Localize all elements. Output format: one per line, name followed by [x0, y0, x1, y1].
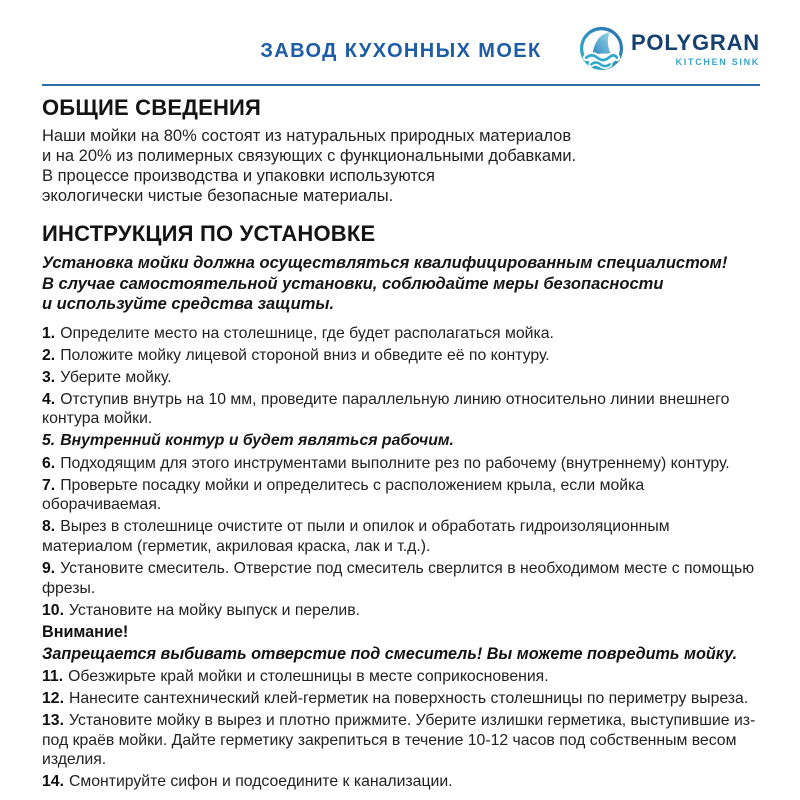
- step-number: 13.: [42, 712, 64, 730]
- instructions-heading: ИНСТРУКЦИЯ ПО УСТАНОВКЕ: [42, 221, 376, 246]
- instruction-step: [42, 772, 760, 792]
- header-divider: [42, 84, 760, 86]
- step-number: 4.: [42, 390, 56, 408]
- instruction-step: [42, 346, 760, 366]
- header: [42, 24, 760, 78]
- step-text: Отступив внутрь на 10 мм, проведите параллельную линию относительно линии внешнего контура мойки.: [42, 390, 730, 428]
- instruction-step: [42, 559, 760, 598]
- sail-wave-icon: [578, 26, 625, 73]
- polygran-logo: [578, 26, 760, 73]
- safety-notice-line: В случае самостоятельной установки, соблюдайте меры безопасности: [42, 274, 664, 293]
- section-instructions: [42, 221, 760, 792]
- brand-name: POLYGRAN: [630, 30, 760, 55]
- step-text: Уберите мойку.: [60, 368, 172, 386]
- step-number: 7.: [42, 476, 56, 494]
- instruction-step: [42, 454, 760, 474]
- steps-list: [42, 324, 760, 793]
- step-text: Установите смеситель. Отверстие под смеситель сверлится в необходимом месте с помощью фрезы.: [42, 560, 755, 597]
- general-text-line: экологически чистые безопасные материалы.: [42, 187, 394, 205]
- step-number: 8.: [42, 518, 56, 536]
- warning-note: Запрещается выбивать отверстие под смеситель! Вы можете повредить мойку.: [42, 644, 738, 663]
- step-text: Подходящим для этого инструментами выполните рез по рабочему (внутреннему) контуру.: [60, 454, 730, 472]
- instruction-step: [42, 476, 760, 515]
- step-number: 12.: [42, 690, 64, 708]
- instruction-step: [42, 431, 760, 451]
- instruction-step: [42, 601, 760, 621]
- instruction-step: [42, 368, 760, 388]
- step-text: Определите место на столешнице, где будет располагаться мойка.: [60, 324, 554, 342]
- safety-notice-line: Установка мойки должна осуществляться квалифицированным специалистом!: [42, 254, 728, 272]
- general-text-line: и на 20% из полимерных связующих с функциональными добавками.: [42, 147, 577, 165]
- instruction-step: [42, 390, 760, 429]
- brand-tagline: KITCHEN SINK: [675, 57, 760, 67]
- step-text: Вырез в столешнице очистите от пыли и опилок и обработать гидроизоляционным материалом (герметик, акриловая краска, лак и т.д.).: [42, 518, 670, 555]
- step-number: 10.: [42, 601, 64, 619]
- attention-label: Внимание!: [42, 622, 129, 641]
- step-text: Обезжирьте край мойки и столешницы в месте соприкосновения.: [68, 668, 549, 685]
- safety-notice-line: и используйте средства защиты.: [42, 295, 335, 313]
- step-text: Установите на мойку выпуск и перелив.: [68, 601, 361, 619]
- instruction-step: [42, 667, 760, 687]
- step-number: 9.: [42, 560, 56, 578]
- step-number: 14.: [42, 773, 64, 791]
- step-text: Нанесите сантехнический клей-герметик на поверхность столешницы по периметру выреза.: [68, 690, 749, 708]
- step-text: Проверьте посадку мойки и определитесь с расположением крыла, если мойка оборачиваемая.: [42, 476, 645, 514]
- instruction-step: [42, 517, 760, 556]
- step-text: Положите мойку лицевой стороной вниз и обведите её по контуру.: [60, 346, 550, 364]
- general-text-line: Наши мойки на 80% состоят из натуральных природных материалов: [42, 127, 572, 145]
- step-number: 5.: [42, 432, 56, 450]
- step-text: Смонтируйте сифон и подсоедините к канализации.: [68, 773, 453, 791]
- step-number: 2.: [42, 346, 56, 364]
- general-text-line: В процессе производства и упаковки используются: [42, 167, 435, 185]
- step-number: 3.: [42, 368, 56, 386]
- logo-text: [631, 32, 760, 67]
- general-heading: ОБЩИЕ СВЕДЕНИЯ: [42, 95, 262, 120]
- section-general: [42, 95, 760, 206]
- step-number: 1.: [42, 324, 56, 342]
- step-text: Установите мойку в вырез и плотно прижмите. Уберите излишки герметика, выступившие из-под краёв мойки. Дайте герметику закрепиться в течение 10-12 часов под собственным весом изделия.: [42, 712, 756, 769]
- header-title: ЗАВОД КУХОННЫХ МОЕК: [260, 40, 542, 62]
- step-number: 11.: [42, 668, 64, 685]
- step-text: Внутренний контур и будет являться рабочим.: [60, 432, 454, 450]
- instruction-step: [42, 689, 760, 709]
- step-number: 6.: [42, 454, 56, 472]
- instruction-step: [42, 711, 760, 770]
- instruction-step: [42, 324, 760, 344]
